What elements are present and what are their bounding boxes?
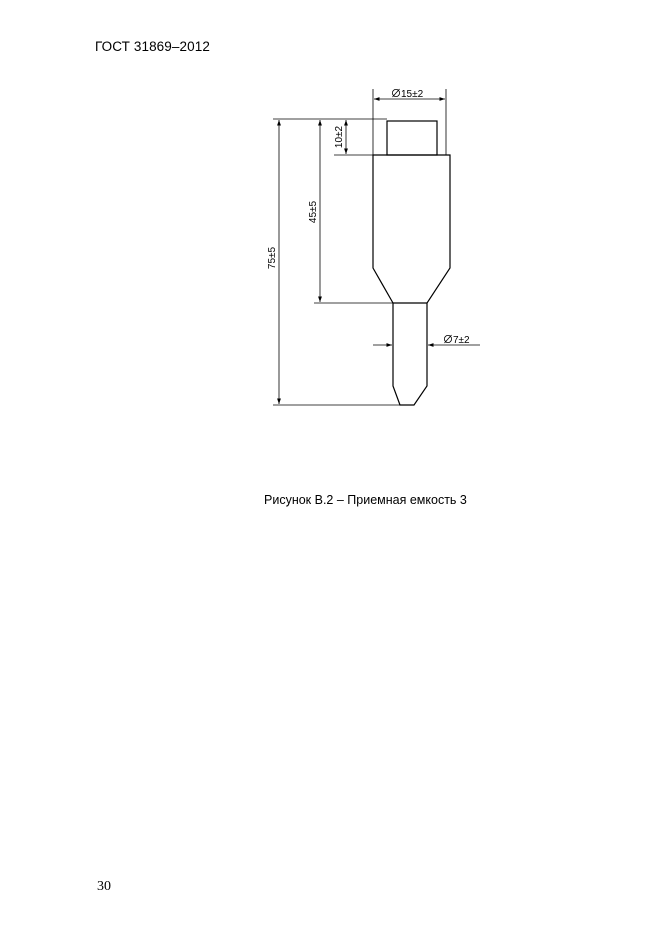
body-height-value: 45±5 bbox=[308, 200, 319, 224]
receiver-vessel-outline bbox=[373, 121, 450, 405]
page-number: 30 bbox=[97, 879, 111, 894]
top-diameter-value: 15±2 bbox=[401, 89, 424, 100]
top-diameter-label bbox=[392, 89, 423, 100]
bottom-diameter-value: 7±2 bbox=[453, 335, 470, 346]
vessel-body bbox=[373, 155, 450, 405]
cap-height-value: 10±2 bbox=[334, 125, 345, 149]
extension-lines bbox=[273, 89, 446, 405]
total-height-value: 75±5 bbox=[267, 246, 278, 270]
vessel-cap bbox=[387, 121, 437, 155]
bottom-diameter-label bbox=[444, 335, 470, 346]
document-header: ГОСТ 31869–2012 bbox=[95, 39, 210, 54]
figure-caption: Рисунок В.2 – Приемная емкость 3 bbox=[264, 493, 467, 507]
dimension-labels bbox=[267, 89, 470, 346]
